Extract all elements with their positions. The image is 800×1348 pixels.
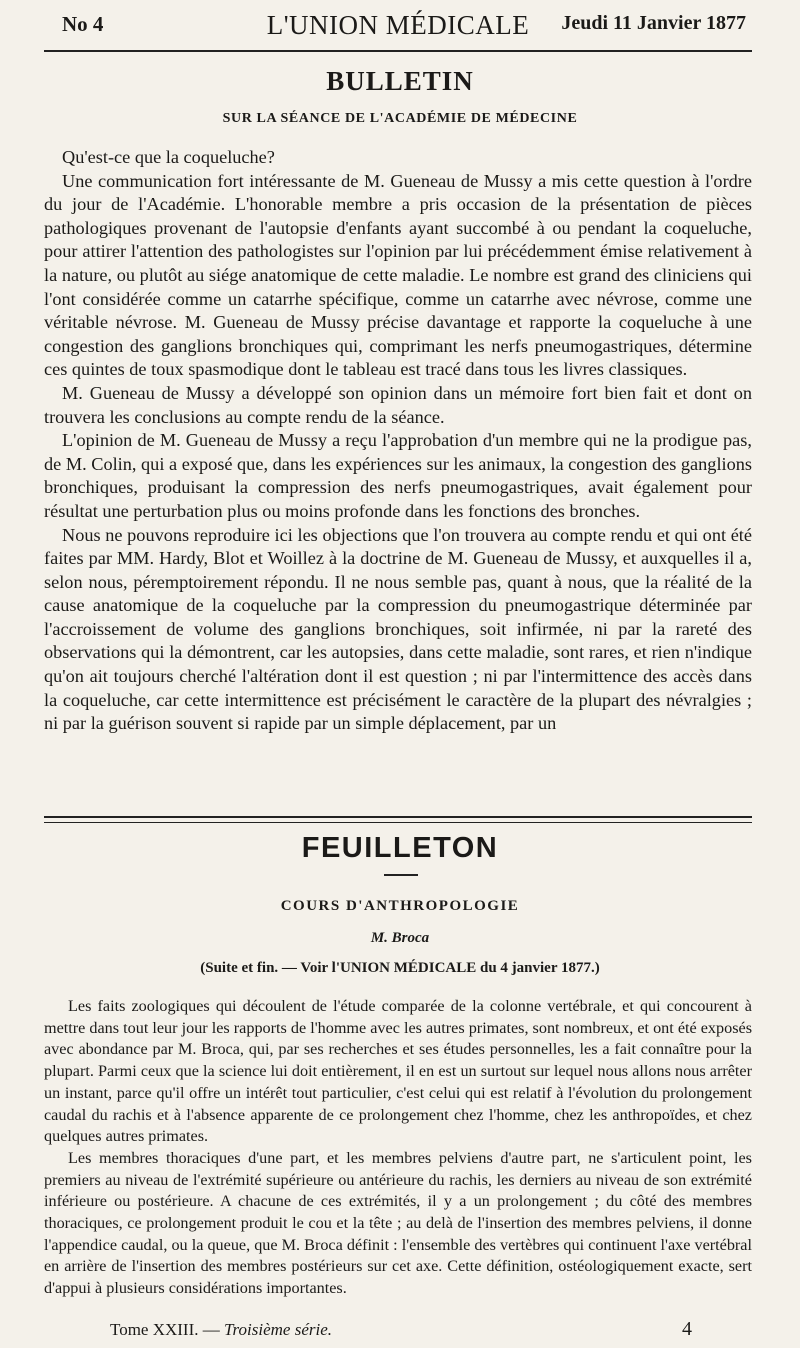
title-ornament-rule bbox=[384, 874, 418, 876]
page-header bbox=[44, 10, 752, 42]
feuilleton-divider bbox=[44, 816, 752, 818]
series-label: Troisième série. bbox=[224, 1320, 332, 1339]
bulletin-subtitle: SUR LA SÉANCE DE L'ACADÉMIE DE MÉDECINE bbox=[222, 111, 578, 126]
issue-date: Jeudi 11 Janvier 1877 bbox=[561, 12, 746, 34]
bulletin-title: BULLETIN bbox=[326, 66, 474, 96]
feuilleton-paragraph: Les membres thoraciques d'une part, et les membres pelviens d'autre part, ne s'articulent point, les premiers au niveau de l'extrémité supérieure ou antérieure du rachis, les derniers au niveau de son extrémité inférieure ou postérieure. A chacune de ces extrémités, il y a un prolongement ; du côté des membres thoraciques, ce prolongement produit le cou et la tête ; au delà de l'insertion des membres pelviens, il donne l'appendice caudal, ou la queue, que M. Broca définit : l'ensemble des vertèbres qui continuent l'axe vertébral en arrière de l'insertion des membres postérieurs sur cet axe. Cette définition, ostéologiquement exacte, sert d'appui à plusieurs considérations importantes. bbox=[44, 1148, 752, 1298]
page-number: 4 bbox=[682, 1318, 692, 1340]
feuilleton-body bbox=[44, 996, 752, 1300]
issue-number: No 4 bbox=[62, 12, 104, 36]
volume-label: Tome XXIII. — bbox=[110, 1320, 220, 1339]
feuilleton-title: FEUILLETON bbox=[301, 832, 499, 864]
continuation-note: (Suite et fin. — Voir l'UNION MÉDICALE du 4 janvier 1877.) bbox=[200, 960, 600, 976]
header-rule bbox=[44, 50, 752, 52]
bulletin-paragraph: M. Gueneau de Mussy a développé son opinion dans un mémoire fort bien fait et dont on trouvera les conclusions au compte rendu de la séance. bbox=[44, 382, 752, 427]
bulletin-paragraph: Qu'est-ce que la coqueluche? bbox=[62, 147, 275, 167]
bulletin-paragraph: Nous ne pouvons reproduire ici les objections que l'on trouvera au compte rendu et qui ont été faites par MM. Hardy, Blot et Woillez à la doctrine de M. Gueneau de Mussy, et auxquelles il a, selon nous, péremptoirement répondu. Il ne nous semble pas, quant à nous, que la réalité de la cause anatomique de la coqueluche par la compression du pneumogastrique déterminée par l'accroissement de volume des ganglions bronchiques, soit infirmée, ni par la rareté des observations qui la démontrent, car les autopsies, dans cette maladie, sont rares, et rien n'indique qu'on ait toujours cherché l'altération dont il est question ; ni par l'intermittence des accès dans la coqueluche, car cette intermittence est précisément le caractère de la plupart des névralgies ; ni par la guérison souvent si rapide par un simple déplacement, par un bbox=[44, 524, 752, 734]
journal-title: L'UNION MÉDICALE bbox=[266, 10, 530, 40]
bulletin-paragraph: Une communication fort intéressante de M. Gueneau de Mussy a mis cette question à l'ordre du jour de l'Académie. L'honorable membre a pris occasion de la présentation de pièces pathologiques provenant de l'autopsie d'enfants ayant succombé à ou pendant la coqueluche, pour attirer l'attention des pathologistes sur l'opinion par lui précédemment émise relativement à la nature, ou plutôt au siége anatomique de cette maladie. Le nombre est grand des cliniciens qui l'ont considérée comme un catarrhe spécifique, comme un catarrhe avec névrose, comme une véritable névrose. M. Gueneau de Mussy précise davantage et rapporte la coqueluche à une congestion des ganglions bronchiques qui, comprimant les nerfs pneumogastriques, détermine ces quintes de toux spasmodique dont le tableau est tracé dans tous les livres classiques. bbox=[44, 170, 752, 380]
page-footer bbox=[0, 1320, 800, 1344]
author-name: M. Broca bbox=[370, 930, 430, 946]
course-title: COURS D'ANTHROPOLOGIE bbox=[280, 898, 520, 914]
bulletin-body bbox=[44, 146, 752, 736]
feuilleton-paragraph: Les faits zoologiques qui découlent de l'étude comparée de la colonne vertébrale, et qui concourent à mettre dans tout leur jour les rapports de l'homme avec les autres primates, sont nombreux, et ont été exposés avec abondance par M. Broca, qui, par ses recherches et ses études personnelles, les a fait connaître pour la plupart. Parmi ceux que la science lui doit entièrement, il en est un surtout sur lequel nous allons nous arrêter un instant, parce qu'il offre un intérêt tout particulier, c'est celui qui est relatif à l'évolution du prolongement caudal du rachis et à l'absence apparente de ce prolongement chez l'homme, chez les anthropoïdes, et chez quelques autres primates. bbox=[44, 997, 752, 1146]
feuilleton-divider-thin bbox=[44, 822, 752, 823]
volume-info bbox=[110, 1320, 332, 1340]
bulletin-paragraph: L'opinion de M. Gueneau de Mussy a reçu l'approbation d'un membre qui ne la prodigue pas, de M. Colin, qui a exposé que, dans les expériences sur les animaux, la congestion des ganglions bronchiques, produisant la compression des nerfs pneumogastriques, avait également pour résultat une perturbation plus ou moins profonde dans les fonctions des bronches. bbox=[44, 430, 752, 521]
